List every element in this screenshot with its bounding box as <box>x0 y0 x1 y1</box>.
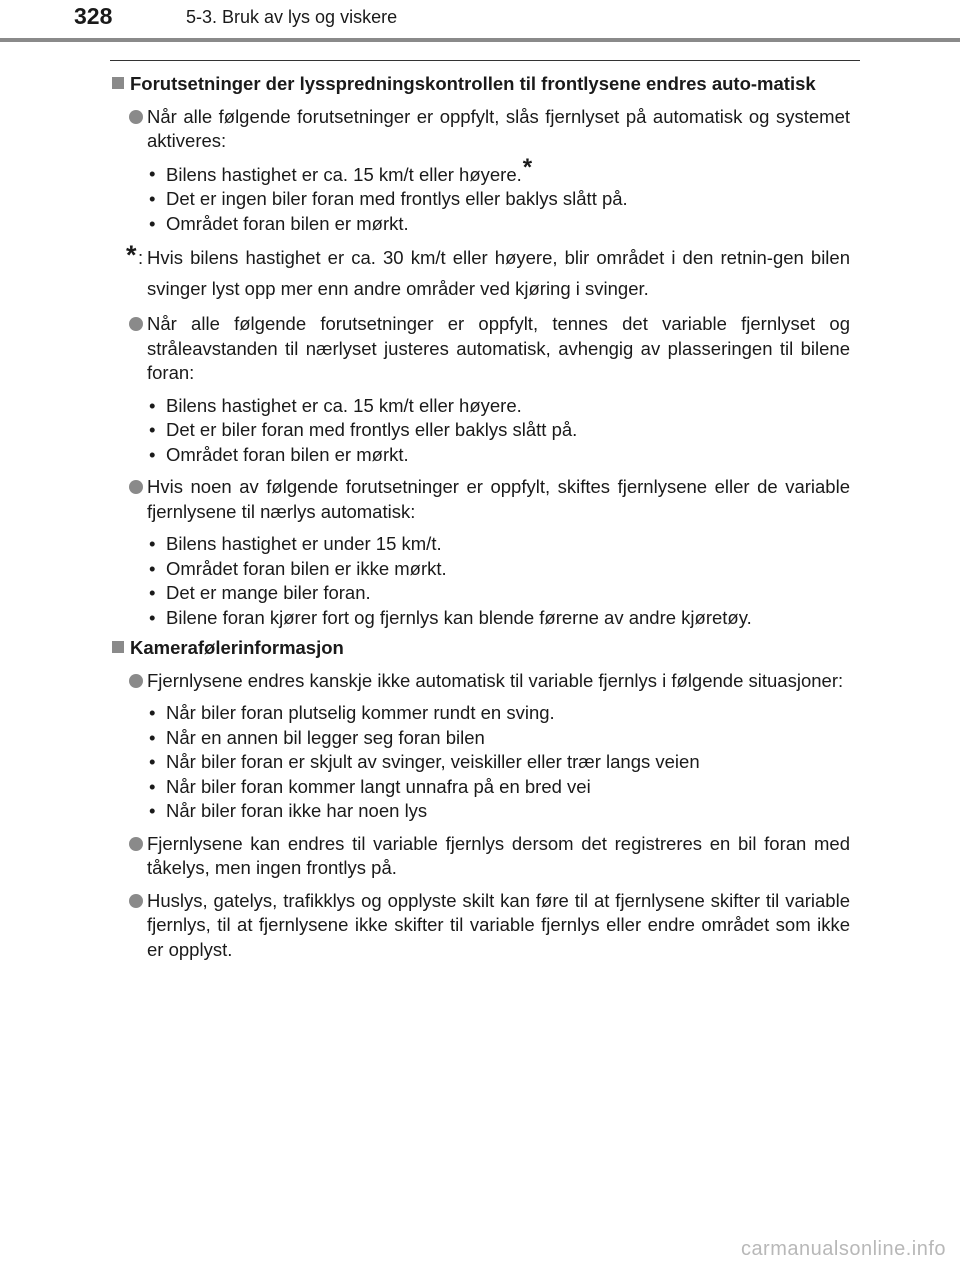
bullet-list <box>110 701 850 824</box>
page-number: 328 <box>74 3 113 29</box>
list-item: • Det er mange biler foran. <box>147 581 850 606</box>
condition-item <box>110 669 850 694</box>
list-item: • Når biler foran kommer langt unnafra på en bred vei <box>147 775 850 800</box>
bullet-dot-icon: • <box>149 533 156 554</box>
bullet-dot-icon: • <box>149 702 156 723</box>
list-item: • Når biler foran plutselig kommer rundt en sving. <box>147 701 850 726</box>
circle-bullet-icon <box>129 674 143 688</box>
circle-bullet-icon <box>129 837 143 851</box>
list-item: • Bilens hastighet er ca. 15 km/t eller høyere. <box>147 394 850 419</box>
square-bullet-icon <box>112 77 124 89</box>
bullet-dot-icon: • <box>149 188 156 209</box>
item-text: Hvis noen av følgende forutsetninger er oppfylt, skiftes fjernlysene eller de variable fjernlysene til nærlys automatisk: <box>147 476 850 522</box>
list-item: • Det er ingen biler foran med frontlys eller baklys slått på. <box>147 187 850 212</box>
bullet-dot-icon: • <box>149 419 156 440</box>
list-item: • Området foran bilen er mørkt. <box>147 443 850 468</box>
bullet-list <box>110 532 850 630</box>
heading-text: Kamerafølerinformasjon <box>130 637 344 658</box>
condition-item <box>110 105 850 154</box>
header-divider <box>0 38 960 42</box>
list-item: • Det er biler foran med frontlys eller baklys slått på. <box>147 418 850 443</box>
list-item: • Når biler foran ikke har noen lys <box>147 799 850 824</box>
bullet-dot-icon: • <box>149 443 156 465</box>
square-bullet-icon <box>112 641 124 653</box>
watermark-text: carmanualsonline.info <box>740 1238 946 1260</box>
section-heading <box>110 72 850 97</box>
bullet-dot-icon: • <box>149 212 156 234</box>
list-item: • Området foran bilen er mørkt. <box>147 212 850 237</box>
item-text: Fjernlysene endres kanskje ikke automatisk til variable fjernlys i følgende situasjoner: <box>147 669 844 691</box>
list-item: • Når en annen bil legger seg foran bilen <box>147 726 850 751</box>
bullet-dot-icon: • <box>149 557 156 579</box>
condition-item <box>110 889 850 963</box>
content-top-divider <box>110 60 860 61</box>
bullet-dot-icon: • <box>149 726 156 748</box>
item-text: Huslys, gatelys, trafikklys og opplyste skilt kan føre til at fjernlysene skifter til variable fjernlys, til at fjernlysene ikke skifter til variable fjernlys eller endre området som ikke er opplyst. <box>147 889 850 960</box>
footnote-text: Hvis bilens hastighet er ca. 30 km/t eller høyere, blir området i den retnin-gen bilen svinger lyst opp mer enn andre områder ved kjøring i svinger. <box>147 247 850 299</box>
bullet-dot-icon: • <box>149 582 156 603</box>
footnote: * : Hvis bilens hastighet er ca. 30 km/t eller høyere, blir området i den retnin-gen bilen svinger lyst opp mer enn andre områder ved kjøring i svinger. <box>126 240 850 299</box>
circle-bullet-icon <box>129 317 143 331</box>
section-title: 5-3. Bruk av lys og viskere <box>186 7 398 27</box>
list-item: • Bilens hastighet er under 15 km/t. <box>147 532 850 557</box>
list-item: • Området foran bilen er ikke mørkt. <box>147 557 850 582</box>
list-item: • Når biler foran er skjult av svinger, veiskiller eller trær langs veien <box>147 750 850 775</box>
bullet-dot-icon: • <box>149 394 156 416</box>
bullet-dot-icon: • <box>149 800 156 821</box>
page-content <box>110 72 850 962</box>
circle-bullet-icon <box>129 894 143 908</box>
condition-item <box>110 832 850 881</box>
bullet-list <box>110 153 850 237</box>
footnote-marker: * <box>126 240 137 270</box>
bullet-dot-icon: • <box>149 775 156 797</box>
circle-bullet-icon <box>129 480 143 494</box>
condition-item <box>110 312 850 386</box>
list-item: • Bilens hastighet er ca. 15 km/t eller høyere.* <box>149 153 533 185</box>
page-header <box>0 0 960 46</box>
section-heading <box>110 636 850 661</box>
bullet-dot-icon: • <box>149 162 156 184</box>
list-item: • Bilene foran kjører fort og fjernlys kan blende førerne av andre kjøretøy. <box>147 606 850 631</box>
item-text: Når alle følgende forutsetninger er oppfylt, slås fjernlyset på automatisk og systemet aktiveres: <box>147 105 850 151</box>
bullet-list <box>110 394 850 468</box>
condition-item <box>110 475 850 524</box>
bullet-dot-icon: • <box>149 751 156 772</box>
bullet-dot-icon: • <box>149 606 156 628</box>
item-text: Når alle følgende forutsetninger er oppfylt, tennes det variable fjernlyset og stråleavstanden til nærlyset justeres automatisk, avhengig av plasseringen til bilene foran: <box>147 313 850 383</box>
footnote-reference: * <box>522 153 533 181</box>
circle-bullet-icon <box>129 110 143 124</box>
heading-text: Forutsetninger der lysspredningskontrollen til frontlysene endres auto-matisk <box>130 73 816 94</box>
item-text: Fjernlysene kan endres til variable fjernlys dersom det registreres en bil foran med tåkelys, men ingen frontlys på. <box>147 832 850 878</box>
